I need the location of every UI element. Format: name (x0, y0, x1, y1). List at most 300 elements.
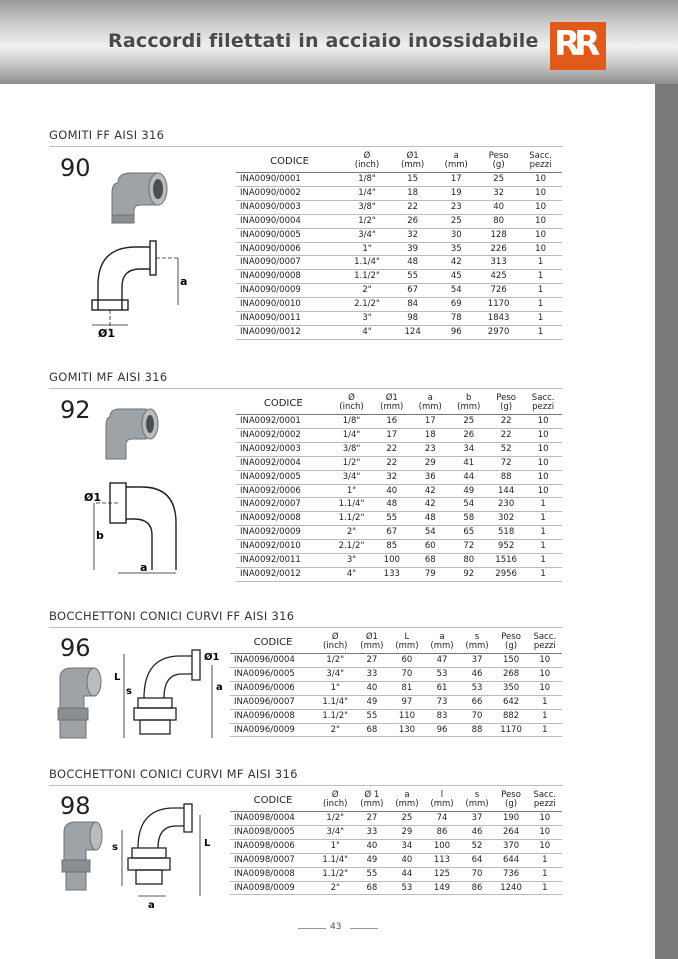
cell-value: 60 (389, 654, 424, 668)
cell-value: 53 (424, 667, 459, 681)
cell-value: 23 (434, 200, 478, 214)
cell-value: 32 (391, 228, 435, 242)
cell-value: 54 (450, 498, 488, 512)
cell-value: 27 (354, 812, 389, 826)
cell-value: 67 (373, 526, 411, 540)
cell-value: 54 (411, 526, 449, 540)
cell-value: 350 (495, 681, 528, 695)
cell-value: 32 (373, 470, 411, 484)
cell-value: 44 (389, 867, 424, 881)
column-header: a (mm) (424, 631, 459, 654)
cell-value: 1 (524, 540, 562, 554)
cell-value: 55 (354, 709, 389, 723)
cell-value: 124 (391, 325, 435, 339)
table-row (236, 428, 562, 442)
cell-value: 3" (343, 312, 391, 326)
cell-value: 10 (519, 173, 562, 187)
cell-value: 1.1/4" (343, 256, 391, 270)
cell-value: 46 (460, 825, 495, 839)
cell-value: 26 (391, 214, 435, 228)
cell-value: 22 (488, 415, 524, 429)
cell-value: 1 (519, 270, 562, 284)
cell-value: 130 (389, 723, 424, 737)
cell-value: 58 (450, 512, 488, 526)
column-header: Ø (inch) (316, 631, 354, 654)
cell-value: 29 (389, 825, 424, 839)
cell-value: 1 (528, 709, 562, 723)
column-header: Peso (g) (488, 392, 524, 415)
elbow-photo-92 (106, 409, 158, 459)
cell-value: 79 (411, 567, 449, 581)
dim-label-s: s (126, 686, 132, 697)
dim-label-a: a (180, 275, 188, 288)
cell-value: 2" (331, 526, 373, 540)
cell-value: 88 (488, 470, 524, 484)
cell-value: 1.1/4" (316, 695, 354, 709)
cell-value: 98 (391, 312, 435, 326)
cell-value: 642 (495, 695, 528, 709)
cell-value: 44 (450, 470, 488, 484)
table-row (236, 554, 562, 568)
column-header: Sacc. pezzi (519, 150, 562, 173)
cell-value: 70 (460, 709, 495, 723)
cell-value: 1 (528, 867, 562, 881)
cell-value: 37 (460, 654, 495, 668)
cell-value: 1" (316, 839, 354, 853)
cell-value: 22 (391, 200, 435, 214)
cell-code: INA0092/0009 (236, 526, 331, 540)
column-header-code: CODICE (230, 631, 316, 654)
cell-value: 47 (424, 654, 459, 668)
cell-value: 1843 (478, 312, 519, 326)
cell-value: 1 (519, 298, 562, 312)
cell-code: INA0092/0003 (236, 442, 331, 456)
cell-code: INA0092/0004 (236, 456, 331, 470)
cell-value: 113 (424, 853, 459, 867)
column-header: a (mm) (411, 392, 449, 415)
section-title-96: BOCCHETTONI CONICI CURVI FF AISI 316 (49, 609, 295, 623)
cell-value: 302 (488, 512, 524, 526)
cell-value: 726 (478, 284, 519, 298)
cell-value: 25 (434, 214, 478, 228)
cell-code: INA0092/0006 (236, 484, 331, 498)
cell-value: 1/2" (316, 654, 354, 668)
cell-code: INA0090/0006 (236, 242, 343, 256)
column-header: Peso (g) (495, 789, 528, 812)
table-header-row (236, 392, 562, 415)
cell-value: 149 (424, 881, 459, 895)
cell-value: 1/8" (343, 173, 391, 187)
cell-value: 32 (478, 186, 519, 200)
cell-value: 19 (434, 186, 478, 200)
cell-value: 53 (460, 681, 495, 695)
dim-label-d1: Ø1 (84, 491, 102, 504)
cell-code: INA0090/0011 (236, 312, 343, 326)
cell-value: 268 (495, 667, 528, 681)
cell-value: 53 (389, 881, 424, 895)
cell-value: 226 (478, 242, 519, 256)
cell-value: 10 (528, 667, 562, 681)
cell-value: 10 (524, 484, 562, 498)
cell-value: 1 (528, 853, 562, 867)
cell-value: 96 (434, 325, 478, 339)
cell-value: 100 (373, 554, 411, 568)
cell-code: INA0096/0005 (230, 667, 316, 681)
table-row (236, 512, 562, 526)
cell-code: INA0098/0008 (230, 867, 316, 881)
brand-logo (550, 22, 606, 70)
cell-value: 65 (450, 526, 488, 540)
column-header: Ø (inch) (316, 789, 354, 812)
cell-value: 30 (434, 228, 478, 242)
cell-value: 80 (478, 214, 519, 228)
table-row (236, 284, 562, 298)
cell-value: 86 (424, 825, 459, 839)
cell-value: 49 (450, 484, 488, 498)
cell-value: 1" (316, 681, 354, 695)
cell-code: INA0098/0007 (230, 853, 316, 867)
cell-value: 150 (495, 654, 528, 668)
cell-code: INA0090/0007 (236, 256, 343, 270)
cell-value: 190 (495, 812, 528, 826)
dim-label-a: a (140, 561, 148, 574)
cell-value: 128 (478, 228, 519, 242)
section-title-92: GOMITI MF AISI 316 (49, 370, 168, 384)
cell-value: 1170 (478, 298, 519, 312)
cell-value: 55 (391, 270, 435, 284)
elbow-photo-90 (112, 173, 167, 223)
column-header: Sacc. pezzi (528, 631, 562, 654)
cell-value: 1516 (488, 554, 524, 568)
table-row (236, 415, 562, 429)
table-row (230, 825, 562, 839)
cell-code: INA0090/0009 (236, 284, 343, 298)
cell-value: 70 (389, 667, 424, 681)
cell-value: 48 (411, 512, 449, 526)
table-row (236, 173, 562, 187)
cell-value: 1 (524, 526, 562, 540)
cell-value: 60 (411, 540, 449, 554)
cell-code: INA0092/0008 (236, 512, 331, 526)
spec-table-96 (230, 631, 562, 737)
spec-table-98 (230, 789, 562, 895)
cell-code: INA0096/0004 (230, 654, 316, 668)
cell-value: 52 (460, 839, 495, 853)
cell-value: 66 (460, 695, 495, 709)
union-section-drawing-98 (122, 804, 200, 896)
page-title: Raccordi filettati in acciaio inossidabile (108, 30, 539, 52)
cell-value: 1/8" (331, 415, 373, 429)
cell-value: 96 (424, 723, 459, 737)
cell-value: 1 (519, 256, 562, 270)
cell-value: 85 (373, 540, 411, 554)
column-header-code: CODICE (236, 392, 331, 415)
cell-value: 10 (528, 681, 562, 695)
table-row (236, 442, 562, 456)
cell-value: 2970 (478, 325, 519, 339)
cell-code: INA0090/0005 (236, 228, 343, 242)
cell-value: 1" (343, 242, 391, 256)
logo-text: RR (554, 24, 595, 64)
cell-value: 2" (343, 284, 391, 298)
column-header: Sacc. pezzi (528, 789, 562, 812)
table-row (236, 325, 562, 339)
table-row (236, 498, 562, 512)
cell-value: 84 (391, 298, 435, 312)
cell-value: 10 (524, 470, 562, 484)
cell-value: 264 (495, 825, 528, 839)
cell-code: INA0090/0010 (236, 298, 343, 312)
column-header: Ø 1 (mm) (354, 789, 389, 812)
table-row (230, 723, 562, 737)
cell-value: 86 (460, 881, 495, 895)
cell-code: INA0090/0012 (236, 325, 343, 339)
cell-value: 22 (373, 456, 411, 470)
cell-code: INA0098/0005 (230, 825, 316, 839)
cell-value: 518 (488, 526, 524, 540)
product-drawing-92 (84, 405, 194, 583)
cell-code: INA0096/0006 (230, 681, 316, 695)
cell-code: INA0090/0002 (236, 186, 343, 200)
section-divider (49, 388, 563, 389)
cell-value: 1 (519, 325, 562, 339)
cell-value: 10 (524, 415, 562, 429)
cell-value: 45 (434, 270, 478, 284)
cell-value: 230 (488, 498, 524, 512)
cell-value: 736 (495, 867, 528, 881)
table-row (236, 298, 562, 312)
column-header: Peso (g) (495, 631, 528, 654)
cell-value: 92 (450, 567, 488, 581)
cell-code: INA0098/0009 (230, 881, 316, 895)
column-header-code: CODICE (230, 789, 316, 812)
cell-value: 17 (373, 428, 411, 442)
column-header: a (mm) (389, 789, 424, 812)
cell-value: 133 (373, 567, 411, 581)
cell-value: 10 (519, 200, 562, 214)
cell-value: 41 (450, 456, 488, 470)
union-photo-98 (62, 822, 102, 890)
product-drawing-98 (50, 800, 230, 910)
dim-label-b: b (96, 529, 104, 542)
cell-value: 61 (424, 681, 459, 695)
cell-value: 17 (434, 173, 478, 187)
cell-value: 18 (391, 186, 435, 200)
section-title-98: BOCCHETTONI CONICI CURVI MF AISI 316 (49, 767, 298, 781)
table-header-row (230, 789, 562, 812)
table-row (236, 567, 562, 581)
cell-value: 10 (528, 839, 562, 853)
section-title-90: GOMITI FF AISI 316 (49, 128, 165, 142)
cell-value: 4" (331, 567, 373, 581)
cell-value: 4" (343, 325, 391, 339)
table-row (230, 812, 562, 826)
cell-code: INA0092/0011 (236, 554, 331, 568)
cell-value: 26 (450, 428, 488, 442)
cell-value: 1.1/2" (331, 512, 373, 526)
column-header: Ø1 (mm) (354, 631, 389, 654)
table-row (236, 312, 562, 326)
page-side-band (655, 84, 678, 959)
cell-value: 3/8" (343, 200, 391, 214)
cell-value: 74 (424, 812, 459, 826)
cell-value: 1.1/4" (331, 498, 373, 512)
cell-value: 42 (434, 256, 478, 270)
cell-code: INA0090/0003 (236, 200, 343, 214)
cell-value: 2" (316, 881, 354, 895)
cell-value: 33 (354, 825, 389, 839)
cell-value: 1 (524, 554, 562, 568)
cell-value: 55 (354, 867, 389, 881)
table-row (230, 881, 562, 895)
cell-value: 425 (478, 270, 519, 284)
table-row (236, 186, 562, 200)
cell-value: 83 (424, 709, 459, 723)
cell-code: INA0090/0004 (236, 214, 343, 228)
table-row (236, 470, 562, 484)
cell-value: 55 (373, 512, 411, 526)
cell-value: 125 (424, 867, 459, 881)
cell-value: 81 (389, 681, 424, 695)
cell-value: 1/2" (343, 214, 391, 228)
table-row (236, 484, 562, 498)
cell-value: 1 (524, 498, 562, 512)
page-number: 43 (330, 922, 342, 932)
cell-value: 48 (373, 498, 411, 512)
cell-value: 10 (519, 186, 562, 200)
column-header: a (mm) (434, 150, 478, 173)
column-header: Ø1 (mm) (373, 392, 411, 415)
cell-value: 1 (524, 512, 562, 526)
product-number-96: 96 (60, 634, 91, 662)
cell-value: 34 (389, 839, 424, 853)
cell-value: 10 (528, 812, 562, 826)
dim-label-L: L (204, 838, 211, 849)
cell-code: INA0098/0004 (230, 812, 316, 826)
dim-label-s: s (112, 842, 118, 853)
page-header (0, 0, 678, 84)
product-drawing-90 (70, 165, 200, 345)
cell-value: 68 (354, 881, 389, 895)
cell-value: 36 (411, 470, 449, 484)
cell-value: 952 (488, 540, 524, 554)
column-header: Ø (inch) (343, 150, 391, 173)
cell-value: 22 (373, 442, 411, 456)
cell-value: 1 (528, 723, 562, 737)
cell-value: 40 (478, 200, 519, 214)
cell-value: 49 (354, 695, 389, 709)
cell-value: 37 (460, 812, 495, 826)
union-section-drawing-96 (124, 650, 212, 738)
table-row (230, 709, 562, 723)
union-photo-96 (58, 668, 101, 738)
table-header-row (236, 150, 562, 173)
cell-value: 1/2" (331, 456, 373, 470)
cell-value: 27 (354, 654, 389, 668)
spec-table-92 (236, 392, 562, 582)
dim-label-d1: Ø1 (98, 327, 116, 340)
cell-value: 10 (524, 442, 562, 456)
table-row (236, 200, 562, 214)
product-number-90: 90 (60, 154, 91, 182)
cell-value: 1 (519, 312, 562, 326)
column-header: b (mm) (450, 392, 488, 415)
cell-value: 10 (524, 456, 562, 470)
cell-value: 2956 (488, 567, 524, 581)
table-row (230, 667, 562, 681)
column-header: Ø (inch) (331, 392, 373, 415)
section-divider (49, 627, 563, 628)
dim-label-a: a (216, 682, 223, 693)
cell-value: 22 (488, 428, 524, 442)
section-divider (49, 146, 563, 147)
column-header: Peso (g) (478, 150, 519, 173)
cell-code: INA0092/0002 (236, 428, 331, 442)
cell-value: 10 (519, 228, 562, 242)
cell-value: 2" (316, 723, 354, 737)
table-row (236, 270, 562, 284)
cell-value: 16 (373, 415, 411, 429)
cell-value: 644 (495, 853, 528, 867)
cell-code: INA0092/0007 (236, 498, 331, 512)
cell-value: 3/4" (316, 825, 354, 839)
cell-value: 1.1/2" (343, 270, 391, 284)
table-row (230, 654, 562, 668)
cell-value: 40 (373, 484, 411, 498)
cell-value: 49 (354, 853, 389, 867)
cell-value: 23 (411, 442, 449, 456)
table-row (236, 540, 562, 554)
table-row (236, 526, 562, 540)
table-row (230, 853, 562, 867)
cell-value: 370 (495, 839, 528, 853)
column-header: l (mm) (424, 789, 459, 812)
cell-value: 40 (354, 681, 389, 695)
cell-value: 10 (524, 428, 562, 442)
cell-value: 100 (424, 839, 459, 853)
cell-value: 29 (411, 456, 449, 470)
elbow-section-drawing-92 (94, 483, 176, 573)
column-header: s (mm) (460, 789, 495, 812)
cell-value: 3/4" (343, 228, 391, 242)
product-number-98: 98 (60, 792, 91, 820)
cell-value: 1170 (495, 723, 528, 737)
cell-value: 1.1/2" (316, 867, 354, 881)
cell-value: 33 (354, 667, 389, 681)
cell-value: 1 (528, 695, 562, 709)
cell-value: 40 (389, 853, 424, 867)
cell-value: 72 (488, 456, 524, 470)
table-row (236, 456, 562, 470)
cell-value: 70 (460, 867, 495, 881)
cell-value: 1/4" (343, 186, 391, 200)
cell-value: 48 (391, 256, 435, 270)
cell-code: INA0092/0012 (236, 567, 331, 581)
cell-value: 64 (460, 853, 495, 867)
cell-value: 10 (528, 654, 562, 668)
cell-code: INA0098/0006 (230, 839, 316, 853)
cell-value: 17 (411, 415, 449, 429)
cell-value: 1 (519, 284, 562, 298)
cell-value: 10 (519, 242, 562, 256)
cell-value: 39 (391, 242, 435, 256)
cell-value: 68 (354, 723, 389, 737)
cell-value: 42 (411, 484, 449, 498)
cell-value: 1.1/4" (316, 853, 354, 867)
cell-value: 1240 (495, 881, 528, 895)
cell-value: 15 (391, 173, 435, 187)
cell-code: INA0092/0005 (236, 470, 331, 484)
